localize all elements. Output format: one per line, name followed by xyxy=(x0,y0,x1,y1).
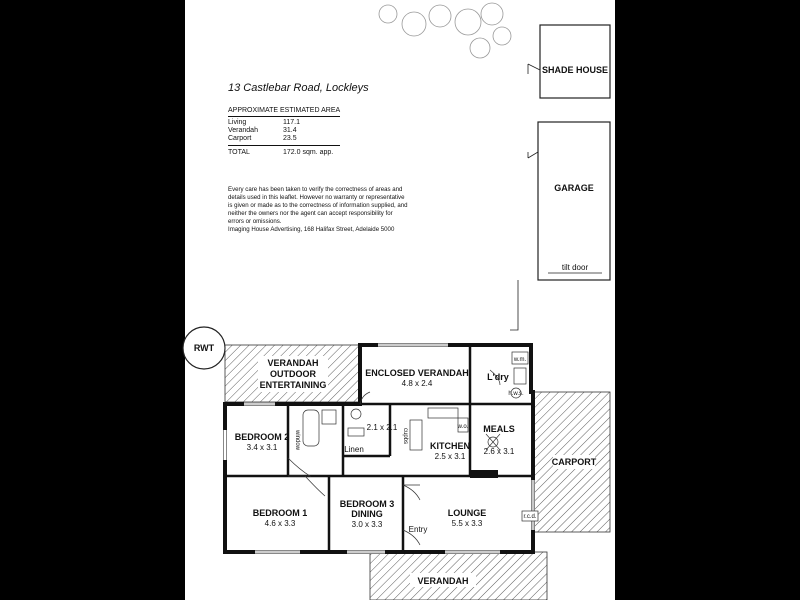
area-total-row: TOTAL 172.0 sqm. app. xyxy=(228,145,340,157)
carport-label: CARPORT xyxy=(551,457,597,467)
area-row: Carport 23.5 xyxy=(228,135,297,142)
fireplace xyxy=(470,470,498,478)
area-row: Verandah 31.4 xyxy=(228,127,297,134)
address-title: 13 Castlebar Road, Lockleys xyxy=(228,82,369,94)
shade-house-label: SHADE HOUSE xyxy=(541,65,609,75)
laundry-label: L'dry xyxy=(487,372,509,382)
linen-label: Linen xyxy=(344,445,364,454)
outdoor-verandah-line2: OUTDOOR xyxy=(270,369,316,379)
dining-label: DINING xyxy=(351,509,383,519)
enclosed-verandah-size: 4.8 x 2.4 xyxy=(401,379,433,388)
bedroom2-label: BEDROOM 2 xyxy=(234,432,290,442)
bath-fixtures xyxy=(303,409,364,446)
outdoor-verandah-line1: VERANDAH xyxy=(267,358,319,368)
meals-size: 2.6 x 3.1 xyxy=(483,447,515,456)
rcd-label: r.c.d. xyxy=(523,514,537,520)
meals-label: MEALS xyxy=(483,424,515,434)
tilt-door-label: tilt door xyxy=(561,263,589,272)
area-table-heading: APPROXIMATE ESTIMATED AREA xyxy=(228,107,340,117)
bedroom1-size: 4.6 x 3.3 xyxy=(264,519,296,528)
cupboards-label: cupbs xyxy=(402,427,408,445)
outdoor-verandah-line3: ENTERTAINING xyxy=(259,380,327,390)
hws-label: h.w.s. xyxy=(508,391,524,397)
bedroom3-label: BEDROOM 3 xyxy=(339,499,395,509)
kitchen-label: KITCHEN xyxy=(430,441,470,451)
garage xyxy=(538,122,610,280)
shade-house xyxy=(540,25,610,98)
bedroom3-size: 3.0 x 3.3 xyxy=(351,520,383,529)
disclaimer-text: Every care has been taken to verify the correctness of areas and details used in this leaflet. However no warranty or representative is given or made as to the correctness of information supplied, and neither the owners nor the agent can accept responsibility for errors or omissions. Imaging House Advertising, 168 Halifax Street, Adelaide 5000 xyxy=(228,186,408,233)
washing-machine-label: w.m. xyxy=(513,357,527,363)
rwt-label: RWT xyxy=(193,343,215,353)
wall-oven-label: w.o. xyxy=(457,424,469,430)
lounge-label: LOUNGE xyxy=(447,508,487,518)
bedroom1-label: BEDROOM 1 xyxy=(252,508,308,518)
kitchen-size: 2.5 x 3.1 xyxy=(434,452,466,461)
enclosed-verandah-label: ENCLOSED VERANDAH xyxy=(365,368,469,378)
tree-cluster xyxy=(379,3,511,58)
garage-label: GARAGE xyxy=(554,183,594,193)
window-label: window xyxy=(294,429,300,451)
front-verandah-label: VERANDAH xyxy=(417,576,469,586)
area-table xyxy=(228,107,340,157)
bedroom2-size: 3.4 x 3.1 xyxy=(246,443,278,452)
area-row: Living 117.1 xyxy=(228,119,300,126)
lounge-size: 5.5 x 3.3 xyxy=(451,519,483,528)
bath-size: 2.1 x 2.1 xyxy=(366,423,398,432)
entry-label: Entry xyxy=(408,525,428,534)
credit-text: Imaging House Advertising, 168 Halifax Street, Adelaide 5000 xyxy=(228,226,395,233)
